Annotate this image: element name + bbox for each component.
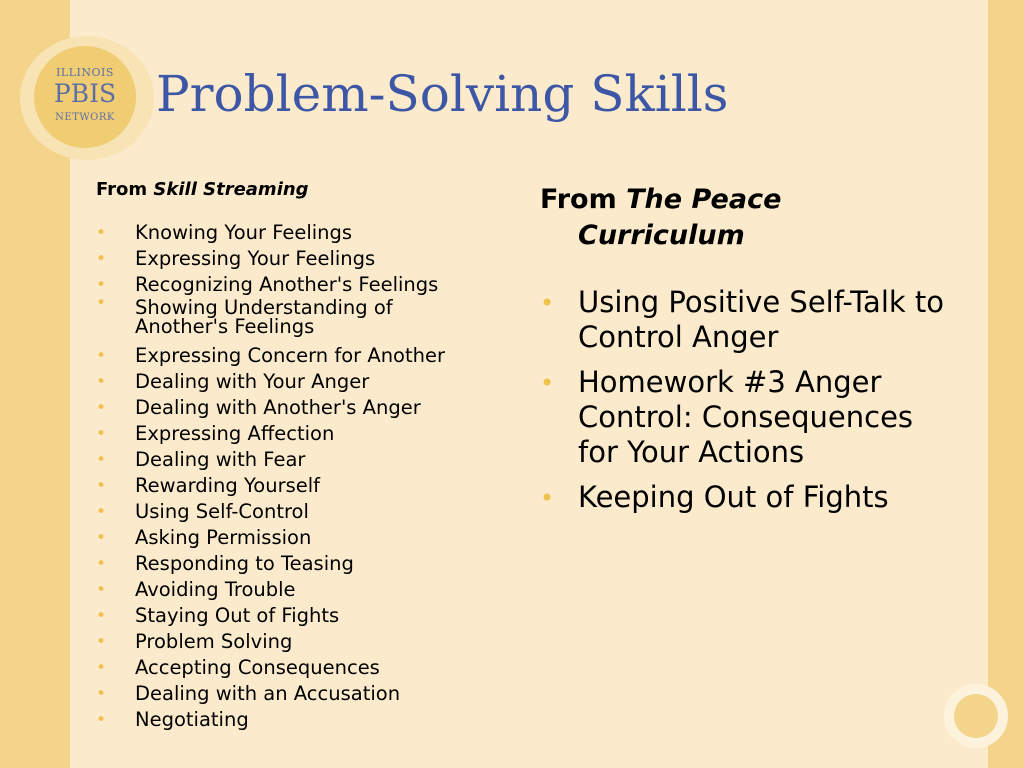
list-item-label: Expressing Concern for Another [135, 344, 446, 367]
list-item-label: Dealing with Another's Anger [135, 396, 421, 419]
list-item-label: Using Self-Control [135, 500, 309, 523]
logo-line-network: NETWORK [55, 112, 115, 123]
bullet-dot-icon: • [540, 289, 555, 317]
list-item-label: Accepting Consequences [135, 656, 380, 679]
list-item-label: Problem Solving [135, 630, 293, 653]
right-side-band [988, 0, 1024, 768]
bullet-dot-icon: • [540, 369, 555, 397]
list-item [96, 629, 496, 655]
list-item-label: Expressing Your Feelings [135, 247, 376, 270]
list-item-label: Dealing with an Accusation [135, 682, 401, 705]
list-item-label: Showing Understanding of Another's Feelings [135, 296, 393, 338]
list-item-label: Negotiating [135, 708, 249, 731]
list-item [96, 551, 496, 577]
list-item [96, 499, 496, 525]
corner-decoration-dot [954, 694, 998, 738]
list-item [96, 343, 496, 369]
list-item [96, 655, 496, 681]
list-item [96, 220, 496, 246]
bullet-dot-icon: • [96, 476, 107, 496]
peace-curriculum-list [540, 285, 960, 525]
list-item [540, 480, 960, 515]
list-item-label: Recognizing Another's Feelings [135, 273, 439, 296]
list-item [96, 246, 496, 272]
list-item-label: Expressing Affection [135, 422, 335, 445]
list-item [96, 421, 496, 447]
list-item [96, 525, 496, 551]
bullet-dot-icon: • [96, 554, 107, 574]
list-item [96, 577, 496, 603]
bullet-dot-icon: • [96, 502, 107, 522]
bullet-dot-icon: • [96, 684, 107, 704]
bullet-dot-icon: • [96, 632, 107, 652]
list-item-label: Knowing Your Feelings [135, 221, 353, 244]
slide-title: Problem-Solving Skills [156, 65, 729, 123]
skill-streaming-heading [96, 176, 309, 204]
list-item [96, 447, 496, 473]
bullet-dot-icon: • [96, 346, 107, 366]
bullet-dot-icon: • [96, 580, 107, 600]
peace-curriculum-heading-title-2: Curriculum [578, 220, 745, 251]
list-item [96, 293, 465, 343]
list-item [540, 365, 960, 470]
list-item-label: Asking Permission [135, 526, 312, 549]
logo-line-illinois: ILLINOIS [56, 66, 114, 79]
list-item [96, 369, 496, 395]
bullet-dot-icon: • [540, 484, 555, 512]
bullet-dot-icon: • [96, 450, 107, 470]
list-item-label: Homework #3 Anger Control: Consequences for Your Actions [578, 365, 914, 469]
bullet-dot-icon: • [96, 372, 107, 392]
skill-streaming-heading-prefix: From [96, 179, 154, 200]
bullet-dot-icon: • [96, 606, 107, 626]
list-item-label: Responding to Teasing [135, 552, 354, 575]
list-item [96, 473, 496, 499]
list-item-label: Dealing with Fear [135, 448, 306, 471]
list-item [96, 681, 496, 707]
list-item-label: Dealing with Your Anger [135, 370, 370, 393]
illinois-pbis-network-logo [34, 46, 136, 148]
bullet-dot-icon: • [96, 398, 107, 418]
skill-streaming-list [96, 220, 496, 733]
bullet-dot-icon: • [96, 710, 107, 730]
bullet-dot-icon: • [96, 424, 107, 444]
list-item-label: Rewarding Yourself [135, 474, 321, 497]
bullet-dot-icon: • [96, 249, 107, 269]
list-item [96, 395, 496, 421]
bullet-dot-icon: • [96, 275, 107, 295]
peace-curriculum-heading-prefix: From [540, 184, 627, 215]
skill-streaming-heading-title: Skill Streaming [153, 179, 309, 200]
list-item [540, 285, 960, 355]
bullet-dot-icon: • [96, 293, 107, 313]
list-item-label: Keeping Out of Fights [578, 480, 889, 514]
bullet-dot-icon: • [96, 658, 107, 678]
list-item [96, 272, 496, 298]
peace-curriculum-heading-title-1: The Peace [626, 184, 782, 215]
peace-curriculum-heading [540, 182, 840, 254]
list-item-label: Staying Out of Fights [135, 604, 340, 627]
list-item [96, 707, 496, 733]
list-item-label: Avoiding Trouble [135, 578, 296, 601]
bullet-dot-icon: • [96, 528, 107, 548]
logo-line-pbis: PBIS [53, 79, 117, 108]
list-item [96, 603, 496, 629]
list-item-label: Using Positive Self-Talk to Control Anger [578, 285, 945, 354]
bullet-dot-icon: • [96, 223, 107, 243]
